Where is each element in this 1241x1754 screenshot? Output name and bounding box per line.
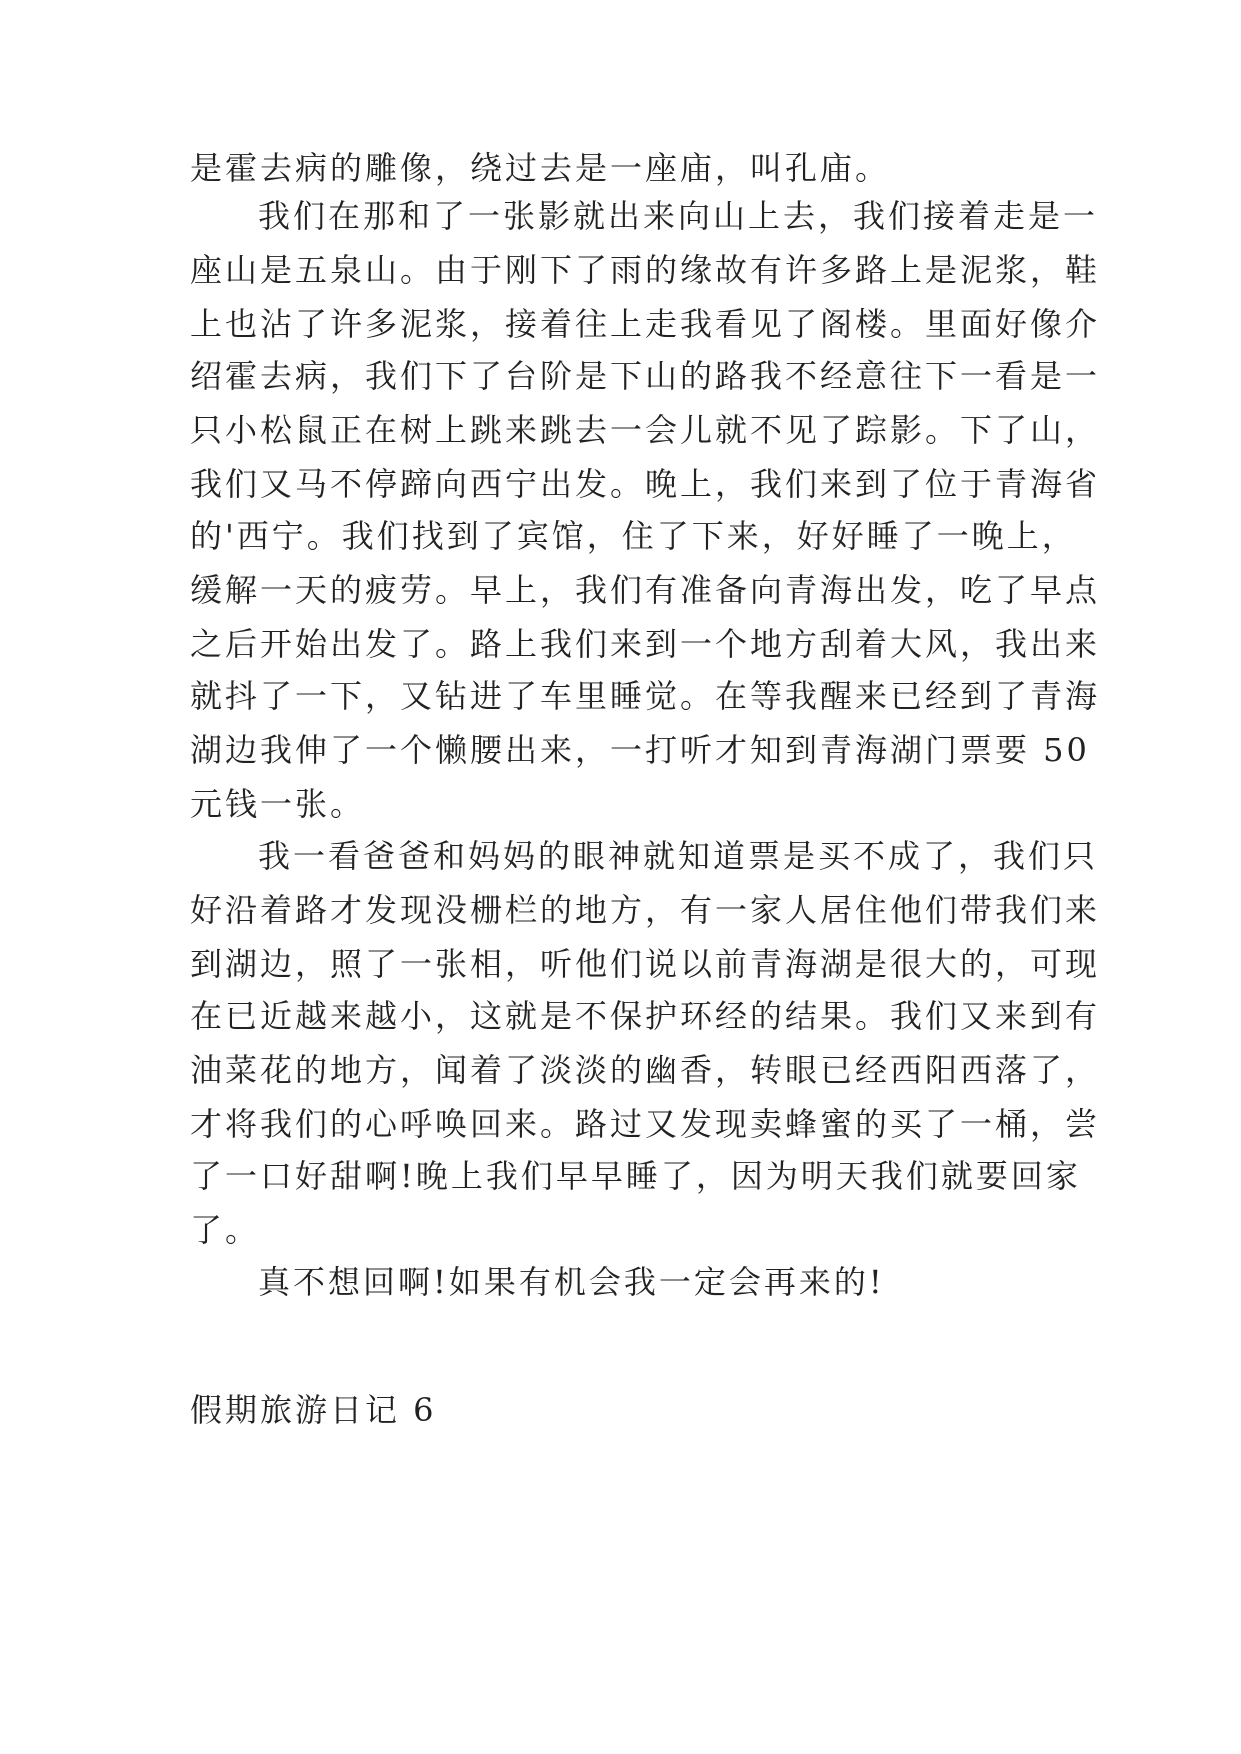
text-line: 座山是五泉山。由于刚下了雨的缘故有许多路上是泥浆，鞋 [190,251,1101,289]
paragraph-start-line: 我一看爸爸和妈妈的眼神就知道票是买不成了，我们只 [258,837,1099,875]
paragraph-start-line: 我们在那和了一张影就出来向山上去，我们接着走是一 [258,197,1099,235]
text-line: 是霍去病的雕像，绕过去是一座庙，叫孔庙。 [190,149,891,187]
text-line: 的'西宁。我们找到了宾馆，住了下来，好好睡了一晚上， [190,517,1077,555]
text-line: 才将我们的心呼唤回来。路过又发现卖蜂蜜的买了一桶，尝 [190,1105,1101,1143]
text-line: 缓解一天的疲劳。早上，我们有准备向青海出发，吃了早点 [190,571,1101,609]
text-line: 在已近越来越小，这就是不保护环经的结果。我们又来到有 [190,997,1101,1035]
text-line: 湖边我伸了一个懒腰出来，一打听才知到青海湖门票要 50 [190,731,1090,769]
text-line: 了。 [190,1211,261,1249]
text-line: 之后开始出发了。路上我们来到一个地方刮着大风，我出来 [190,625,1101,663]
text-line: 我们又马不停蹄向西宁出发。晚上，我们来到了位于青海省 [190,465,1101,503]
text-line: 绍霍去病，我们下了台阶是下山的路我不经意往下一看是一 [190,357,1101,395]
text-line: 上也沾了许多泥浆，接着往上走我看见了阁楼。里面好像介 [190,305,1101,343]
section-heading: 假期旅游日记 6 [190,1391,437,1429]
text-line: 就抖了一下，又钻进了车里睡觉。在等我醒来已经到了青海 [190,677,1101,715]
text-line: 了一口好甜啊!晚上我们早早睡了，因为明天我们就要回家 [190,1157,1081,1195]
text-line: 油菜花的地方，闻着了淡淡的幽香，转眼已经西阳西落了， [190,1051,1101,1089]
paragraph-start-line: 真不想回啊!如果有机会我一定会再来的! [258,1263,885,1301]
text-line: 好沿着路才发现没栅栏的地方，有一家人居住他们带我们来 [190,891,1101,929]
text-line: 只小松鼠正在树上跳来跳去一会儿就不见了踪影。下了山， [190,411,1101,449]
text-line: 到湖边，照了一张相，听他们说以前青海湖是很大的，可现 [190,945,1101,983]
text-line: 元钱一张。 [190,785,366,823]
